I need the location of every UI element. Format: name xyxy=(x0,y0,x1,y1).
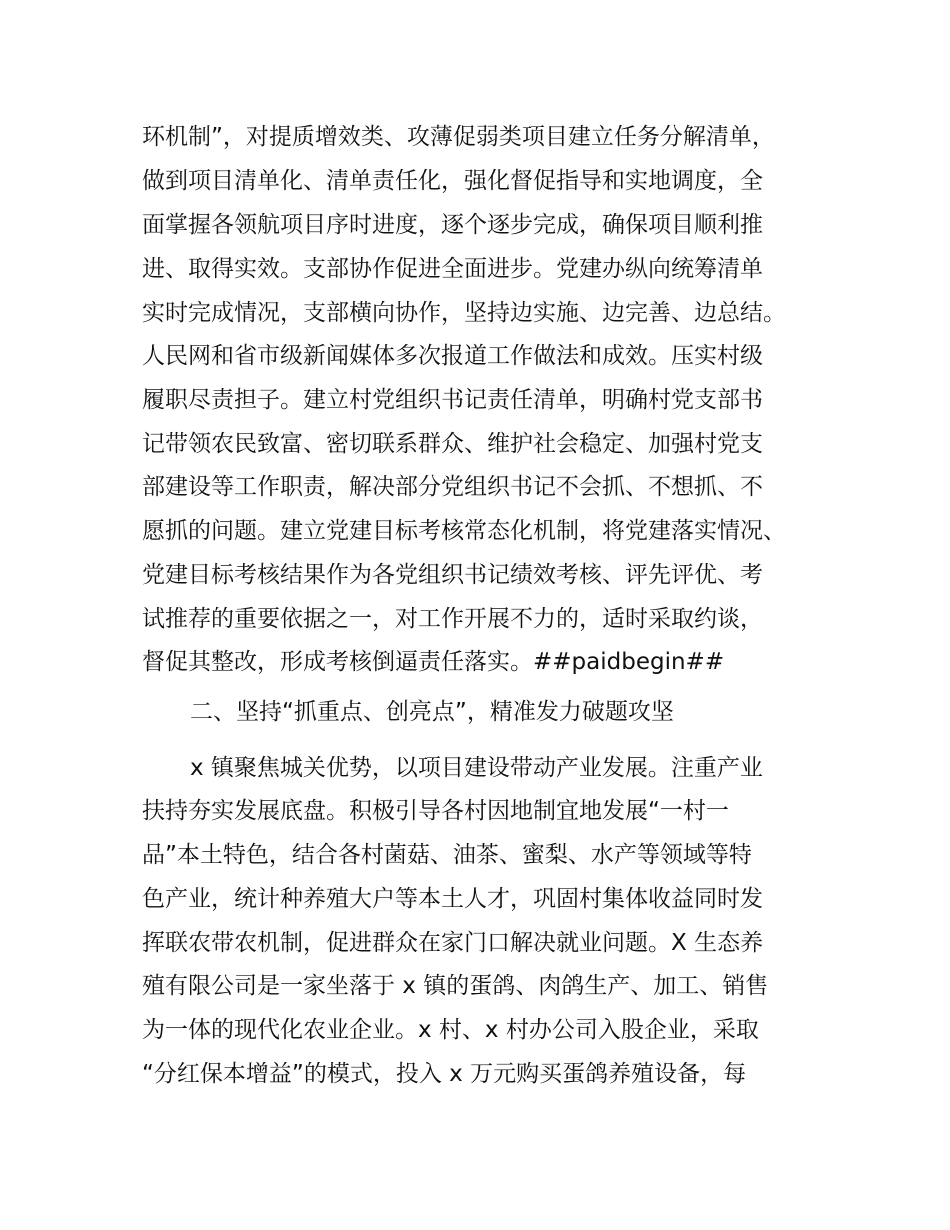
text-line: 愿抓的问题。建立党建目标考核常态化机制，将党建落实情况、 xyxy=(142,518,786,544)
text-line: 部建设等工作职责，解决部分党组织书记不会抓、不想抓、不 xyxy=(142,474,763,500)
text-line: x 镇聚焦城关优势，以项目建设带动产业发展。注重产业 xyxy=(190,755,763,781)
text-line: 记带领农民致富、密切联系群众、维护社会稳定、加强村党支 xyxy=(142,431,763,457)
text-line: 督促其整改，形成考核倒逼责任落实。##paidbegin## xyxy=(142,649,725,675)
text-line: 殖有限公司是一家坐落于 x 镇的蛋鸽、肉鸽生产、加工、销售 xyxy=(142,973,769,999)
text-line: 扶持夯实发展底盘。积极引导各村因地制宜地发展“一村一 xyxy=(142,798,729,824)
text-line: 品”本土特色，结合各村菌菇、油茶、蜜梨、水产等领域等特 xyxy=(142,842,752,868)
section-heading: 二、坚持“抓重点、创亮点”，精准发力破题攻坚 xyxy=(190,699,674,725)
text-line: 党建目标考核结果作为各党组织书记绩效考核、评先评优、考 xyxy=(142,562,763,588)
text-line: 色产业，统计种养殖大户等本土人才，巩固村集体收益同时发 xyxy=(142,886,763,912)
text-line: 挥联农带农机制，促进群众在家门口解决就业问题。X 生态养 xyxy=(142,930,764,956)
text-line: 履职尽责担子。建立村党组织书记责任清单，明确村党支部书 xyxy=(142,387,763,413)
text-line: “分红保本增益”的模式，投入 x 万元购买蛋鸽养殖设备，每 xyxy=(142,1061,747,1087)
text-line: 进、取得实效。支部协作促进全面进步。党建办纵向统筹清单 xyxy=(142,256,763,282)
text-line: 实时完成情况，支部横向协作，坚持边实施、边完善、边总结。 xyxy=(142,300,786,326)
text-line: 为一体的现代化农业企业。x 村、x 村办公司入股企业，采取 xyxy=(142,1017,759,1043)
text-line: 面掌握各领航项目序时进度，逐个逐步完成，确保项目顺利推 xyxy=(142,212,763,238)
text-line: 试推荐的重要依据之一，对工作开展不力的，适时采取约谈， xyxy=(142,606,763,632)
text-line: 环机制”，对提质增效类、攻薄促弱类项目建立任务分解清单， xyxy=(142,124,775,150)
text-line: 做到项目清单化、清单责任化，强化督促指导和实地调度，全 xyxy=(142,168,763,194)
text-line: 人民网和省市级新闻媒体多次报道工作做法和成效。压实村级 xyxy=(142,343,763,369)
